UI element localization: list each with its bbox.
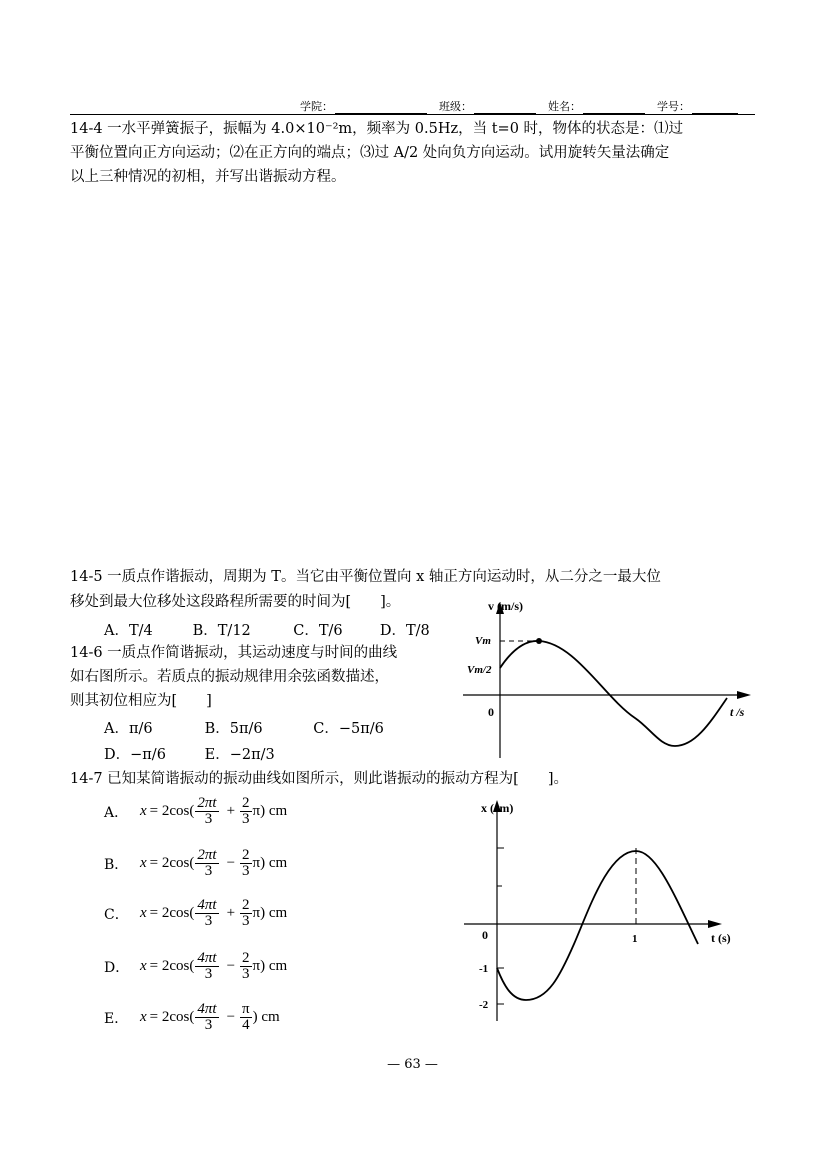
q14-5-option-b: B．T/12 <box>192 623 251 639</box>
id-blank <box>692 101 738 114</box>
q14-6-line3: 则其初位相应为[ ] <box>70 693 212 709</box>
q14-6-options-row1 <box>104 717 384 738</box>
q14-7-option-a-num2: 2 <box>242 795 250 811</box>
q14-4-line2: 平衡位置向正方向运动；⑵在正方向的端点；⑶过 A/2 处向负方向运动。试用旋转矢量法确定 <box>70 145 670 161</box>
q14-5-line2: 移处到最大位移处这段路程所需要的时间为[ ]。 <box>70 594 401 610</box>
q14-7-option-e <box>104 1002 280 1033</box>
id-label: 学号： <box>657 100 690 113</box>
q14-5-options <box>104 619 430 640</box>
v-origin-label: 0 <box>488 705 494 719</box>
college-label: 学院： <box>300 100 333 113</box>
q14-5-line1: 14-5 一质点作谐振动，周期为 T。当它由平衡位置向 x 轴正方向运动时，从二分之一最大位 <box>70 569 661 585</box>
q14-7-option-c-label: C． <box>104 906 129 923</box>
q14-7-option-c-num1: 4πt <box>197 897 217 913</box>
q14-7-option-b-num1: 2πt <box>197 847 217 863</box>
q14-7-option-b-label: B． <box>104 856 129 873</box>
class-blank <box>474 101 536 114</box>
q14-7-option-d-label: D． <box>104 959 130 976</box>
t-axis-label-2: t (s) <box>711 931 731 945</box>
displacement-curve <box>497 851 698 1000</box>
q14-7-option-b-tail: π) cm <box>252 855 288 871</box>
q14-6-option-c: C．−5π/6 <box>313 721 384 737</box>
q14-7-option-c-num2: 2 <box>242 897 250 913</box>
q14-7-option-e-label: E． <box>104 1010 129 1027</box>
name-blank <box>583 101 645 114</box>
x-axis-label: x (cm) <box>481 801 514 815</box>
q14-7-option-c-den2: 3 <box>242 913 250 929</box>
q14-7-option-e-den2: 4 <box>242 1017 250 1033</box>
header-rule <box>70 114 755 115</box>
x-origin-label: 0 <box>482 928 488 942</box>
q14-6-options-row2 <box>104 743 275 764</box>
q14-7-option-d-num2: 2 <box>242 950 250 966</box>
q14-7-option-d-op: − <box>226 958 236 974</box>
q14-6-option-b: B．5π/6 <box>204 721 263 737</box>
q14-7-option-d-lhs: x <box>140 958 147 974</box>
q14-7-option-b-op: − <box>226 855 236 871</box>
q14-6-option-a: A．π/6 <box>104 721 153 737</box>
displacement-curve-figure <box>460 796 760 1031</box>
q14-7-option-b-lhs: x <box>140 855 147 871</box>
q14-7-option-a-den1: 3 <box>204 811 213 827</box>
q14-6-option-e: E．−2π/3 <box>204 747 275 763</box>
q14-7-option-a <box>104 796 287 827</box>
q14-5-option-d: D．T/8 <box>379 623 430 639</box>
t-axis-arrow-2 <box>708 920 722 928</box>
q14-7-option-c-lhs: x <box>140 905 147 921</box>
max-velocity-point <box>536 638 542 644</box>
vm-label: Vm <box>475 635 491 647</box>
q14-7-option-c-op: + <box>226 905 236 921</box>
q14-7-option-e-eq: = 2cos( <box>149 1009 195 1025</box>
q14-7-option-d-num1: 4πt <box>197 950 217 966</box>
q14-7-option-b <box>104 848 287 879</box>
q14-5-option-a: A．T/4 <box>104 623 153 639</box>
v-axis-label: v (m/s) <box>488 599 523 613</box>
q14-7-option-e-num1: 4πt <box>197 1001 217 1017</box>
t-axis-label: t /s <box>730 705 745 719</box>
q14-7-option-c-tail: π) cm <box>252 905 288 921</box>
q14-7-option-e-lhs: x <box>140 1009 147 1025</box>
q14-7-option-b-num2: 2 <box>242 847 250 863</box>
q14-7-option-c-eq: = 2cos( <box>149 905 195 921</box>
q14-7-option-d-den2: 3 <box>242 966 250 982</box>
q14-7-option-a-label: A． <box>104 804 129 821</box>
q14-6-option-d: D．−π/6 <box>104 747 166 763</box>
q14-7-option-d-tail: π) cm <box>252 958 288 974</box>
velocity-curve <box>500 641 727 746</box>
q14-4-line1: 14-4 一水平弹簧振子，振幅为 4.0×10⁻²m，频率为 0.5Hz，当 t=0 时，物体的状态是：⑴过 <box>70 121 684 137</box>
q14-7-option-a-tail: π) cm <box>252 803 288 819</box>
college-blank <box>335 101 427 114</box>
q14-5-option-c: C．T/6 <box>293 623 343 639</box>
tick-y-neg1-label: -1 <box>479 963 489 975</box>
q14-7-line1: 14-7 已知某简谐振动的振动曲线如图所示，则此谐振动的振动方程为[ ]。 <box>70 771 568 787</box>
q14-7-option-e-op: − <box>226 1009 236 1025</box>
q14-4-line3: 以上三种情况的初相，并写出谐振动方程。 <box>70 169 346 185</box>
q14-7-option-d-eq: = 2cos( <box>149 958 195 974</box>
q14-7-option-c-den1: 3 <box>204 913 213 929</box>
q14-6-line1: 14-6 一质点作简谐振动，其运动速度与时间的曲线 <box>70 645 398 661</box>
t-axis-arrow <box>737 691 751 699</box>
q14-7-option-e-num2: π <box>242 1001 250 1017</box>
q14-7-option-a-op: + <box>226 803 236 819</box>
class-label: 班级： <box>439 100 472 113</box>
page-header <box>300 98 750 114</box>
q14-7-option-b-den1: 3 <box>204 863 213 879</box>
q14-6-line2: 如右图所示。若质点的振动规律用余弦函数描述， <box>70 669 389 685</box>
q14-7-option-e-tail: ) cm <box>252 1009 280 1025</box>
tick-x1-label: 1 <box>632 933 638 945</box>
name-label: 姓名： <box>548 100 581 113</box>
q14-7-option-d <box>104 951 287 982</box>
tick-y-neg2-label: -2 <box>479 999 489 1011</box>
q14-7-option-a-lhs: x <box>140 803 147 819</box>
q14-7-option-c <box>104 898 287 929</box>
q14-7-option-a-den2: 3 <box>242 811 250 827</box>
q14-7-option-e-den1: 3 <box>204 1017 213 1033</box>
vm-half-label: Vm/2 <box>467 664 492 676</box>
velocity-curve-figure <box>455 598 755 766</box>
q14-7-option-b-den2: 3 <box>242 863 250 879</box>
q14-7-option-a-num1: 2πt <box>197 795 217 811</box>
page-number: — 63 — <box>387 1057 438 1072</box>
q14-7-option-d-den1: 3 <box>204 966 213 982</box>
q14-7-option-b-eq: = 2cos( <box>149 855 195 871</box>
q14-7-option-a-eq: = 2cos( <box>149 803 195 819</box>
